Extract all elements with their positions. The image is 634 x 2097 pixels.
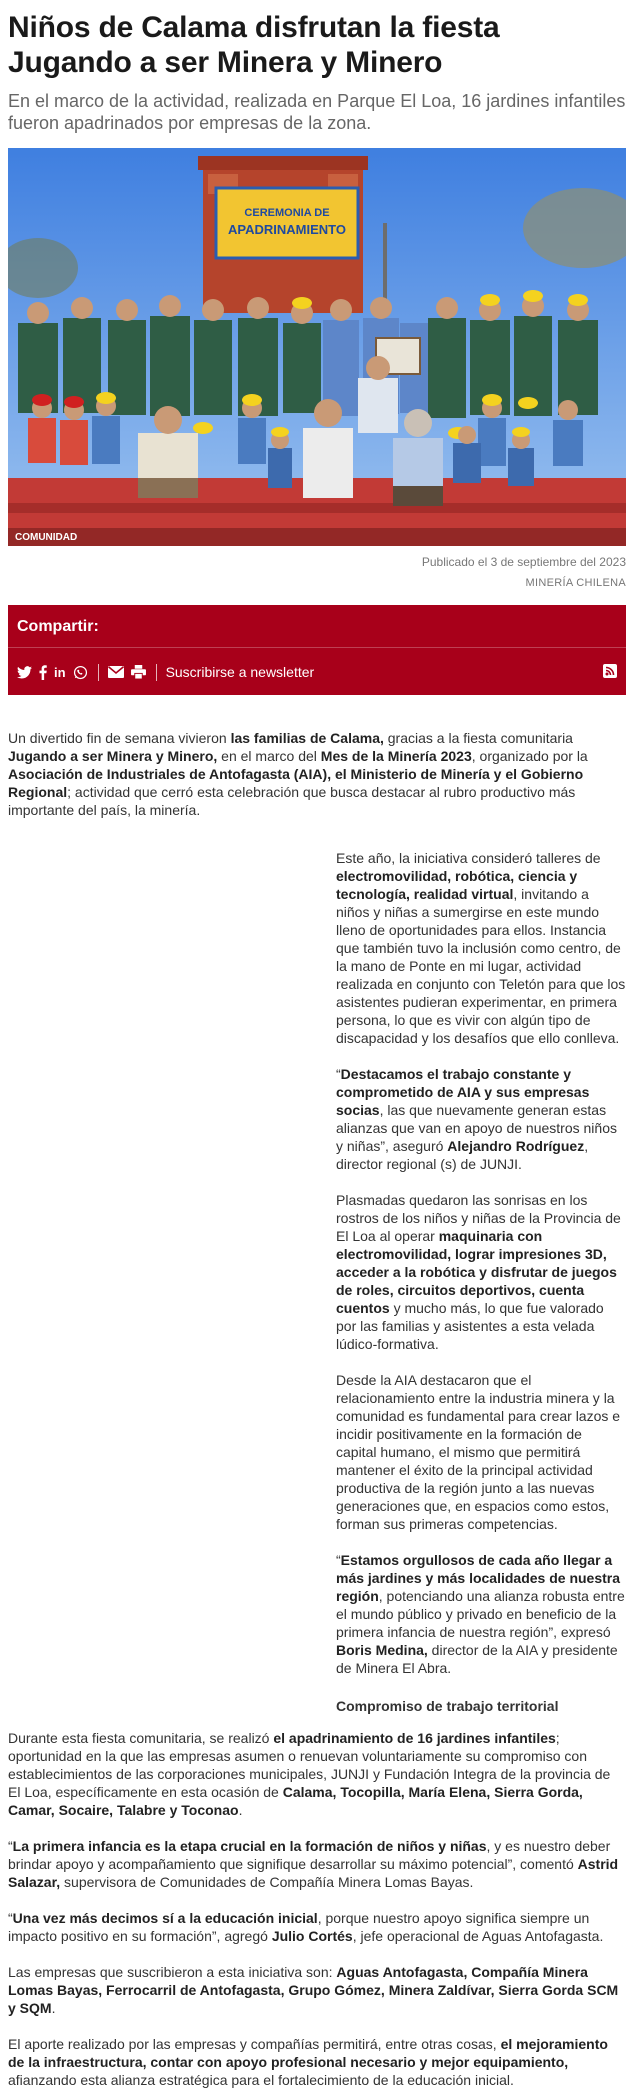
text-run: , jefe operacional de Aguas Antofagasta. (352, 1928, 604, 1944)
text-run: ; actividad que cerró esta celebración que busca destacar al rubro productivo más importante del país, la minería. (8, 784, 576, 818)
share-title: Compartir: (17, 618, 99, 635)
text-run: , las que nuevamente generan estas alianzas que van en apoyo de nuestros niños y niñas”, aseguró (336, 1102, 617, 1154)
text-run: . (238, 1802, 243, 1818)
text-run: en el marco del (217, 748, 321, 764)
text-run: Un divertido fin de semana vivieron (8, 730, 231, 746)
article-right-column (336, 849, 626, 1715)
bold-text: Destacamos el trabajo constante y comprometido de AIA y sus empresas socias (336, 1066, 590, 1118)
article-lead: En el marco de la actividad, realizada en Parque El Loa, 16 jardines infantiles fueron apadrinados por empresas de la zona. (8, 91, 626, 133)
bold-text: electromovilidad, robótica, ciencia y tecnología, realidad virtual (336, 868, 578, 902)
text-run: , porque nuestro apoyo significa siempre un impacto positivo en su formación”, agregó (8, 1910, 590, 1944)
article-paragraph (336, 1551, 626, 1677)
text-run: . (51, 2000, 56, 2016)
text-run: Este año, la iniciativa consideró talleres de (336, 850, 601, 866)
article-paragraph (336, 1371, 626, 1533)
linkedin-icon[interactable]: in (54, 664, 66, 680)
text-run: Las empresas que suscribieron a esta iniciativa son: (8, 1964, 337, 1980)
twitter-icon[interactable] (17, 663, 32, 681)
text-run: “ (8, 1838, 13, 1854)
text-run: Durante esta fiesta comunitaria, se realizó (8, 1730, 274, 1746)
article-paragraph (8, 1909, 626, 1945)
article-paragraph (8, 2035, 626, 2089)
banner-text-line1: CEREMONIA DE (244, 207, 330, 219)
mail-icon[interactable] (108, 663, 124, 681)
text-run: y mucho más, lo que fue valorado por las familias y asistentes a esta velada lúdico-formativa. (336, 1300, 604, 1352)
bold-text: Jugando a ser Minera y Minero, (8, 748, 218, 764)
article-meta (8, 554, 626, 591)
bold-text: el apadrinamiento de 16 jardines infantiles (273, 1730, 556, 1746)
share-divider-2 (156, 664, 157, 681)
bold-text: Astrid Salazar, (8, 1856, 619, 1890)
text-run: gracias a la fiesta comunitaria (383, 730, 573, 746)
article-headline: Niños de Calama disfrutan la fiesta Jugando a ser Minera y Minero (8, 11, 500, 79)
text-run: Plasmadas quedaron las sonrisas en los rostros de los niños y niñas de la Provincia de El Loa al operar (336, 1192, 621, 1244)
bold-text: Boris Medina, (336, 1642, 428, 1658)
article-paragraph (336, 1191, 626, 1353)
share-bar (8, 605, 626, 695)
text-run: “ (8, 1910, 13, 1926)
bold-text: el mejoramiento de la infraestructura, contar con apoyo profesional necesario y mejor equipamiento, (8, 2036, 608, 2070)
bold-text: Julio Cortés (271, 1928, 353, 1944)
group-photo-illustration (8, 148, 626, 546)
section-subheading: Compromiso de trabajo territorial (336, 1698, 559, 1714)
share-divider-1 (98, 664, 99, 681)
article-paragraph (8, 729, 626, 819)
text-run: , potenciando una alianza robusta entre el mundo público y privado en beneficio de la primera infancia de nuestra región”, expresó (336, 1588, 625, 1640)
bold-text: maquinaria con electromovilidad, lograr impresiones 3D, acceder a la robótica y disfrutar de juegos de roles, circuitos deportivos, cuenta cuentos (336, 1228, 617, 1316)
bold-text: Una vez más decimos sí a la educación inicial (12, 1910, 318, 1926)
bold-text: Aguas Antofagasta, Compañía Minera Lomas Bayas, Ferrocarril de Antofagasta, Grupo Gómez, Minera Zaldívar, Sierra Gorda SCM y SQM (8, 1964, 619, 2016)
text-run: Desde la AIA destacaron que el relacionamiento entre la industria minera y la comunidad es fundamental para crear lazos e incidir positivamente en la formación de capital humano, el mismo que permitirá mantener el éxito de la principal actividad productiva de la región junto a las nuevas generaciones que, en espacios como estos, forman sus primeras competencias. (336, 1372, 621, 1532)
article-paragraph (336, 849, 626, 1047)
text-run: El aporte realizado por las empresas y compañías permitirá, entre otras cosas, (8, 2036, 501, 2052)
text-run: director de la AIA y presidente de Minera El Abra. (336, 1642, 618, 1676)
text-run: , y es nuestro deber brindar apoyo y acompañamiento que signifique desarrollar su máximo potencial”, comentó (8, 1838, 611, 1872)
source-label: MINERÍA CHILENA (525, 577, 626, 589)
bold-text: Calama, Tocopilla, María Elena, Sierra Gorda, Camar, Socaire, Talabre y Toconao (8, 1784, 583, 1818)
text-run: “ (336, 1066, 341, 1082)
text-run: afianzando esta alianza estratégica para el fortalecimiento de la educación inicial. (8, 2072, 514, 2088)
publish-date: Publicado el 3 de septiembre del 2023 (421, 555, 626, 569)
text-run: , invitando a niños y niñas a sumergirse en este mundo lleno de oportunidades para ellos. Instancia que también tuvo la inclusión como centro, de la mano de Ponte en mi lugar, actividad realizada en conjunto con Teletón para que los asistentes pudieran experimentar, en primera persona, lo que es vivir con algún tipo de discapacidad y los desafíos que ello conlleva. (336, 886, 626, 1046)
text-run: ; oportunidad en la que las empresas asumen o renuevan voluntariamente su compromiso con establecimientos de las corporaciones municipales, JUNJI y Fundación Integra de la provincia de El Loa, específicamente en esta ocasión de (8, 1730, 611, 1800)
bold-text: Mes de la Minería 2023 (320, 748, 472, 764)
share-divider (8, 647, 626, 648)
article-body (8, 729, 626, 2089)
bold-text: las familias de Calama, (230, 730, 384, 746)
article-paragraph (336, 1065, 626, 1173)
share-actions (17, 663, 314, 681)
whatsapp-icon[interactable] (73, 663, 88, 681)
print-icon[interactable] (131, 663, 146, 681)
article-paragraph (8, 1963, 626, 2017)
article-paragraph (8, 1729, 626, 1819)
bold-text: Alejandro Rodríguez (447, 1138, 585, 1154)
text-run: supervisora de Comunidades de Compañía Minera Lomas Bayas. (60, 1874, 474, 1890)
bold-text: Estamos orgullosos de cada año llegar a más jardines y más localidades de nuestra región (336, 1552, 621, 1604)
text-run: , organizado por la (471, 748, 588, 764)
bold-text: La primera infancia es la etapa crucial en la formación de niños y niñas (12, 1838, 487, 1854)
subscribe-newsletter-link[interactable]: Suscribirse a newsletter (165, 664, 315, 680)
bold-text: Asociación de Industriales de Antofagasta (AIA), el Ministerio de Minería y el Gobierno Regional (8, 766, 584, 800)
article-photo[interactable] (8, 148, 626, 546)
article-paragraph (8, 1837, 626, 1891)
facebook-icon[interactable] (39, 663, 47, 681)
photo-category-tag: COMUNIDAD (15, 532, 78, 543)
text-run: , director regional (s) de JUNJI. (336, 1138, 589, 1172)
text-run: “ (336, 1552, 341, 1568)
rss-icon[interactable] (603, 664, 617, 683)
banner-text-line2: APADRINAMIENTO (228, 222, 346, 237)
